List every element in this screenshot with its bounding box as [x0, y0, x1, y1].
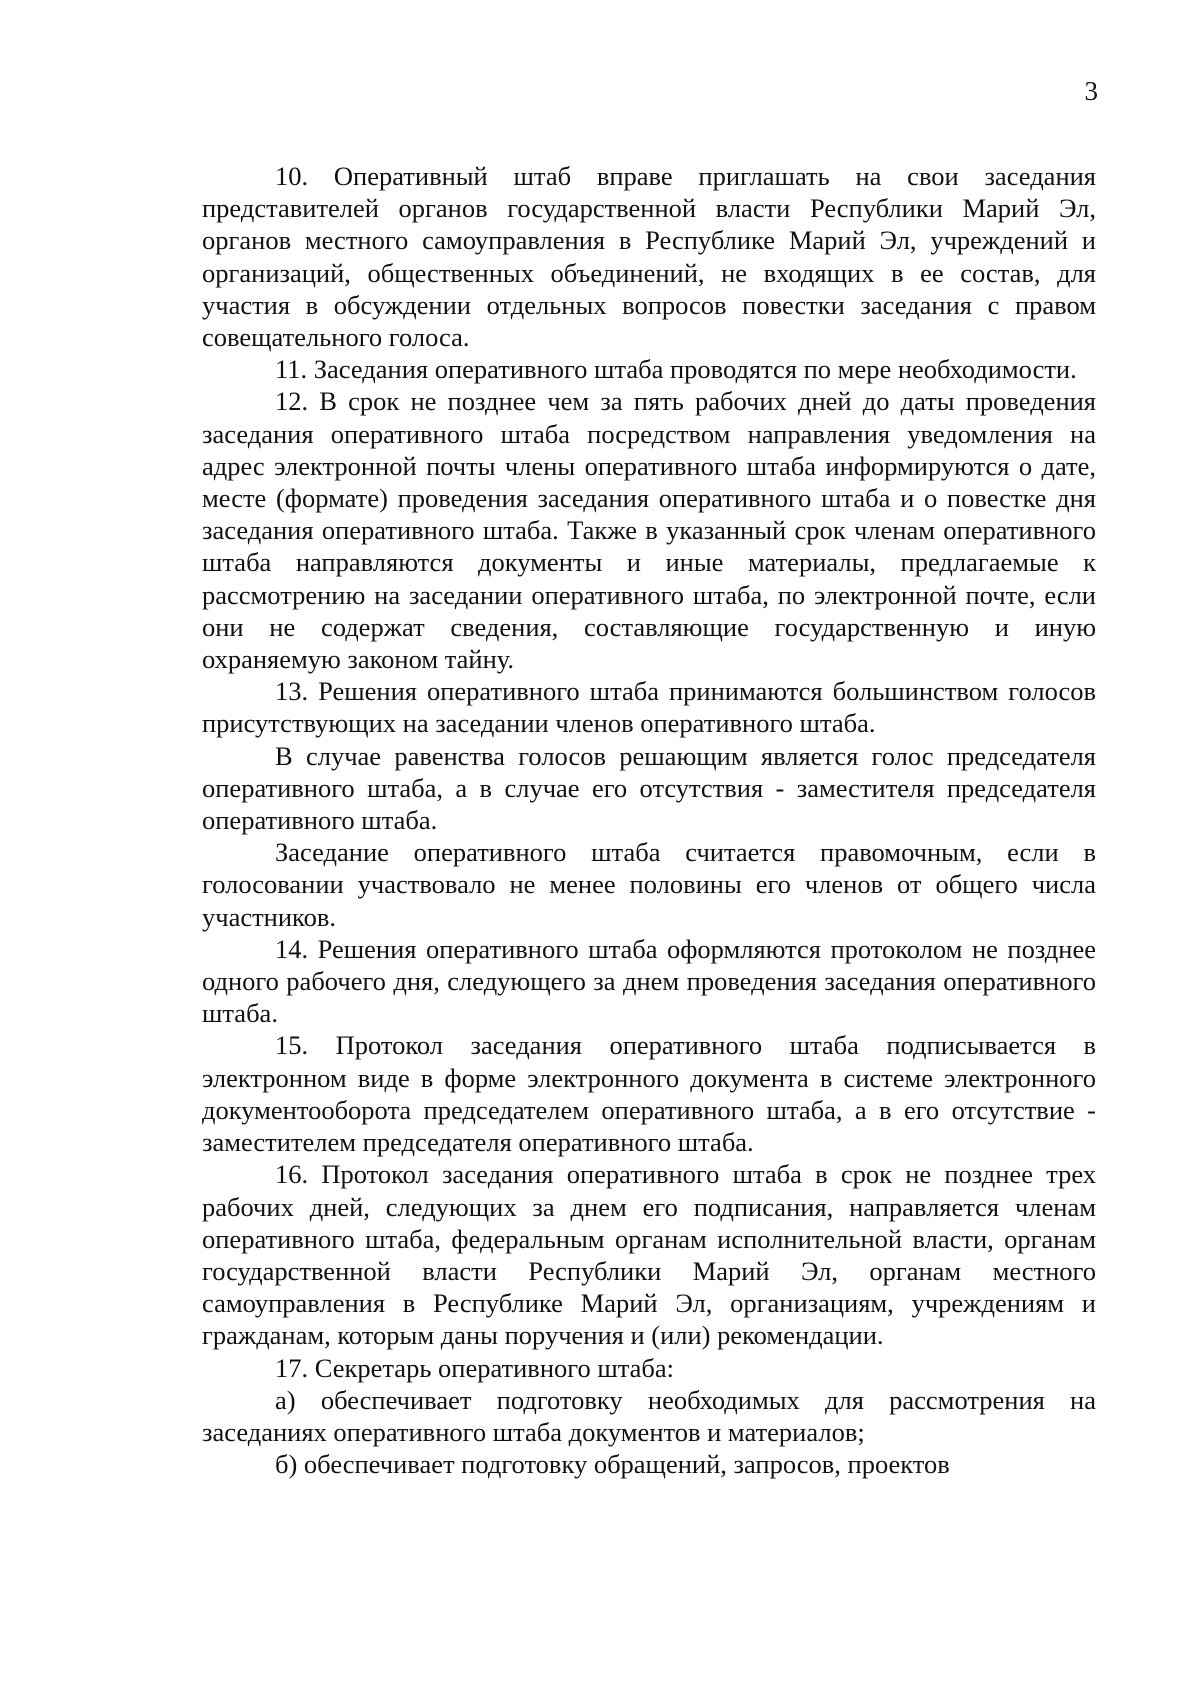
page-number: 3: [1084, 76, 1098, 106]
paragraph-17-a: а) обеспечивает подготовку необходимых для рассмотрения на заседаниях оперативного штаба документов и материалов;: [202, 1384, 1096, 1447]
paragraph-11: 11. Заседания оперативного штаба проводятся по мере необходимости.: [275, 354, 1077, 385]
document-body: [202, 160, 1096, 1480]
paragraph-13-quorum: Заседание оперативного штаба считается правомочным, если в голосовании участвовало не менее половины его членов от общего числа участников.: [202, 837, 1096, 932]
paragraph-12: 12. В срок не позднее чем за пять рабочих дней до даты проведения заседания оперативного штаба посредством направления уведомления на адрес электронной почты члены оперативного штаба информируются о дате, месте (формате) проведения заседания оперативного штаба и о повестке дня заседания оперативного штаба. Также в указанный срок членам оперативного штаба направляются документы и иные материалы, предлагаемые к рассмотрению на заседании оперативного штаба, по электронной почте, если они не содержат сведения, составляющие государственную и иную охраняемую законом тайну.: [202, 386, 1096, 675]
paragraph-13: 13. Решения оперативного штаба принимаются большинством голосов присутствующих на заседании членов оперативного штаба.: [202, 676, 1096, 739]
paragraph-17: 17. Секретарь оперативного штаба:: [275, 1352, 675, 1383]
paragraph-15: 15. Протокол заседания оперативного штаба подписывается в электронном виде в форме электронного документа в системе электронного документооборота председателем оперативного штаба, а в его отсутствие - заместителем председателя оперативного штаба.: [202, 1030, 1096, 1158]
paragraph-16: 16. Протокол заседания оперативного штаба в срок не позднее трех рабочих дней, следующих за днем его подписания, направляется членам оперативного штаба, федеральным органам исполнительной власти, органам государственной власти Республики Марий Эл, органам местного самоуправления в Республике Марий Эл, организациям, учреждениям и гражданам, которым даны поручения и (или) рекомендации.: [202, 1159, 1096, 1351]
paragraph-13-tie-vote: В случае равенства голосов решающим является голос председателя оперативного штаба, а в случае его отсутствия - заместителя председателя оперативного штаба.: [202, 740, 1096, 836]
paragraph-14: 14. Решения оперативного штаба оформляются протоколом не позднее одного рабочего дня, следующего за днем проведения заседания оперативного штаба.: [202, 933, 1096, 1029]
paragraph-17-b: б) обеспечивает подготовку обращений, запросов, проектов: [275, 1449, 950, 1480]
paragraph-10: 10. Оперативный штаб вправе приглашать на свои заседания представителей органов государственной власти Республики Марий Эл, органов местного самоуправления в Республике Марий Эл, учреждений и организаций, общественных объединений, не входящих в ее состав, для участия в обсуждении отдельных вопросов повестки заседания с правом совещательного голоса.: [202, 161, 1096, 353]
